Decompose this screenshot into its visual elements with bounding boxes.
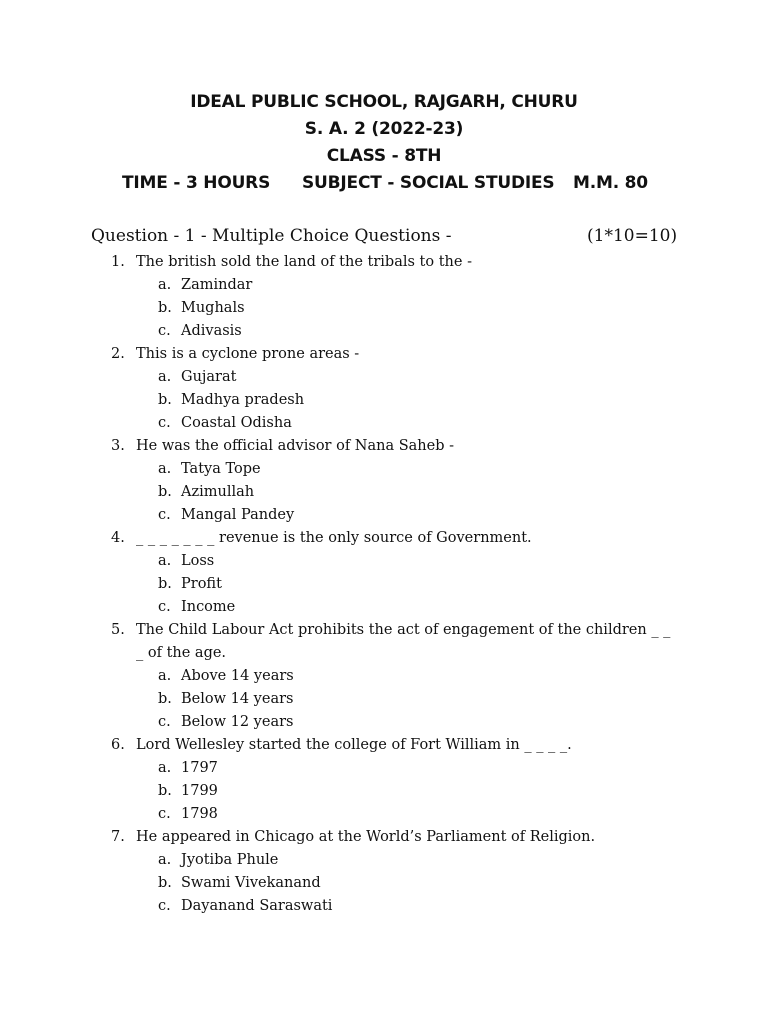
option-text: 1798 <box>181 806 218 822</box>
question-text: Lord Wellesley started the college of Fort William in _ _ _ _. <box>136 737 572 753</box>
question-item <box>0 527 676 550</box>
question-number: 5. <box>111 622 125 638</box>
option-text: Below 12 years <box>181 714 294 730</box>
option-letter: b. <box>158 300 172 316</box>
option-item <box>0 803 768 826</box>
question-text: He appeared in Chicago at the World’s Parliament of Religion. <box>136 829 596 845</box>
option-item <box>0 550 768 573</box>
question-text: _ _ _ _ _ _ _ revenue is the only source of Government. <box>136 530 532 546</box>
section-marks: (1*10=10) <box>587 226 678 246</box>
option-item <box>0 872 768 895</box>
question-item <box>0 619 676 665</box>
option-letter: c. <box>158 507 171 523</box>
option-text: Coastal Odisha <box>181 415 292 431</box>
section-title: Question - 1 - Multiple Choice Questions - <box>91 226 452 246</box>
option-item <box>0 573 768 596</box>
option-text: Below 14 years <box>181 691 294 707</box>
option-letter: b. <box>158 576 172 592</box>
exam-title: S. A. 2 (2022-23) <box>304 119 464 139</box>
option-text: Dayanand Saraswati <box>181 898 333 914</box>
question-item <box>0 734 676 757</box>
option-text: Madhya pradesh <box>181 392 305 408</box>
question-text: The british sold the land of the tribals to the - <box>136 254 472 270</box>
option-letter: c. <box>158 898 171 914</box>
question-number: 7. <box>111 829 125 845</box>
option-letter: c. <box>158 415 171 431</box>
option-item <box>0 274 768 297</box>
question-number: 1. <box>111 254 125 270</box>
option-item <box>0 320 768 343</box>
option-letter: a. <box>158 369 172 385</box>
option-text: 1799 <box>181 783 218 799</box>
option-text: Zamindar <box>181 277 253 293</box>
option-item <box>0 711 768 734</box>
question-number: 2. <box>111 346 125 362</box>
question-text: This is a cyclone prone areas - <box>136 346 360 362</box>
option-letter: a. <box>158 461 172 477</box>
question-number: 4. <box>111 530 125 546</box>
option-text: 1797 <box>181 760 218 776</box>
option-letter: a. <box>158 668 172 684</box>
option-text: Loss <box>181 553 215 569</box>
question-list <box>0 251 768 918</box>
option-letter: c. <box>158 323 171 339</box>
question-item <box>0 826 676 849</box>
option-text: Azimullah <box>181 484 255 500</box>
option-text: Profit <box>181 576 222 592</box>
option-letter: b. <box>158 691 172 707</box>
option-letter: b. <box>158 875 172 891</box>
option-item <box>0 412 768 435</box>
option-item <box>0 481 768 504</box>
question-item <box>0 435 676 458</box>
option-letter: a. <box>158 760 172 776</box>
option-item <box>0 665 768 688</box>
option-item <box>0 757 768 780</box>
option-text: Mangal Pandey <box>181 507 295 523</box>
school-name: IDEAL PUBLIC SCHOOL, RAJGARH, CHURU <box>190 92 578 112</box>
option-text: Jyotiba Phule <box>181 852 279 868</box>
option-letter: c. <box>158 599 171 615</box>
class-label: CLASS - 8TH <box>326 146 442 166</box>
option-letter: b. <box>158 484 172 500</box>
option-text: Mughals <box>181 300 245 316</box>
option-text: Tatya Tope <box>181 461 261 477</box>
option-letter: a. <box>158 553 172 569</box>
question-text: The Child Labour Act prohibits the act of engagement of the children _ _ _ of the age. <box>136 622 671 661</box>
time-label: TIME - 3 HOURS <box>122 173 271 193</box>
question-item <box>0 251 676 274</box>
option-item <box>0 688 768 711</box>
option-item <box>0 389 768 412</box>
option-text: Income <box>181 599 236 615</box>
option-text: Gujarat <box>181 369 237 385</box>
option-text: Above 14 years <box>181 668 294 684</box>
question-text: He was the official advisor of Nana Saheb - <box>136 438 455 454</box>
option-item <box>0 895 768 918</box>
option-item <box>0 780 768 803</box>
option-item <box>0 849 768 872</box>
subject-label: SUBJECT - SOCIAL STUDIES <box>302 173 555 193</box>
option-letter: a. <box>158 277 172 293</box>
option-letter: b. <box>158 392 172 408</box>
option-item <box>0 596 768 619</box>
max-marks-label: M.M. 80 <box>573 173 648 193</box>
question-number: 6. <box>111 737 125 753</box>
option-text: Swami Vivekanand <box>181 875 321 891</box>
option-letter: b. <box>158 783 172 799</box>
option-letter: c. <box>158 714 171 730</box>
option-text: Adivasis <box>181 323 242 339</box>
question-item <box>0 343 676 366</box>
option-item <box>0 504 768 527</box>
option-item <box>0 458 768 481</box>
option-letter: a. <box>158 852 172 868</box>
option-letter: c. <box>158 806 171 822</box>
question-number: 3. <box>111 438 125 454</box>
option-item <box>0 366 768 389</box>
option-item <box>0 297 768 320</box>
